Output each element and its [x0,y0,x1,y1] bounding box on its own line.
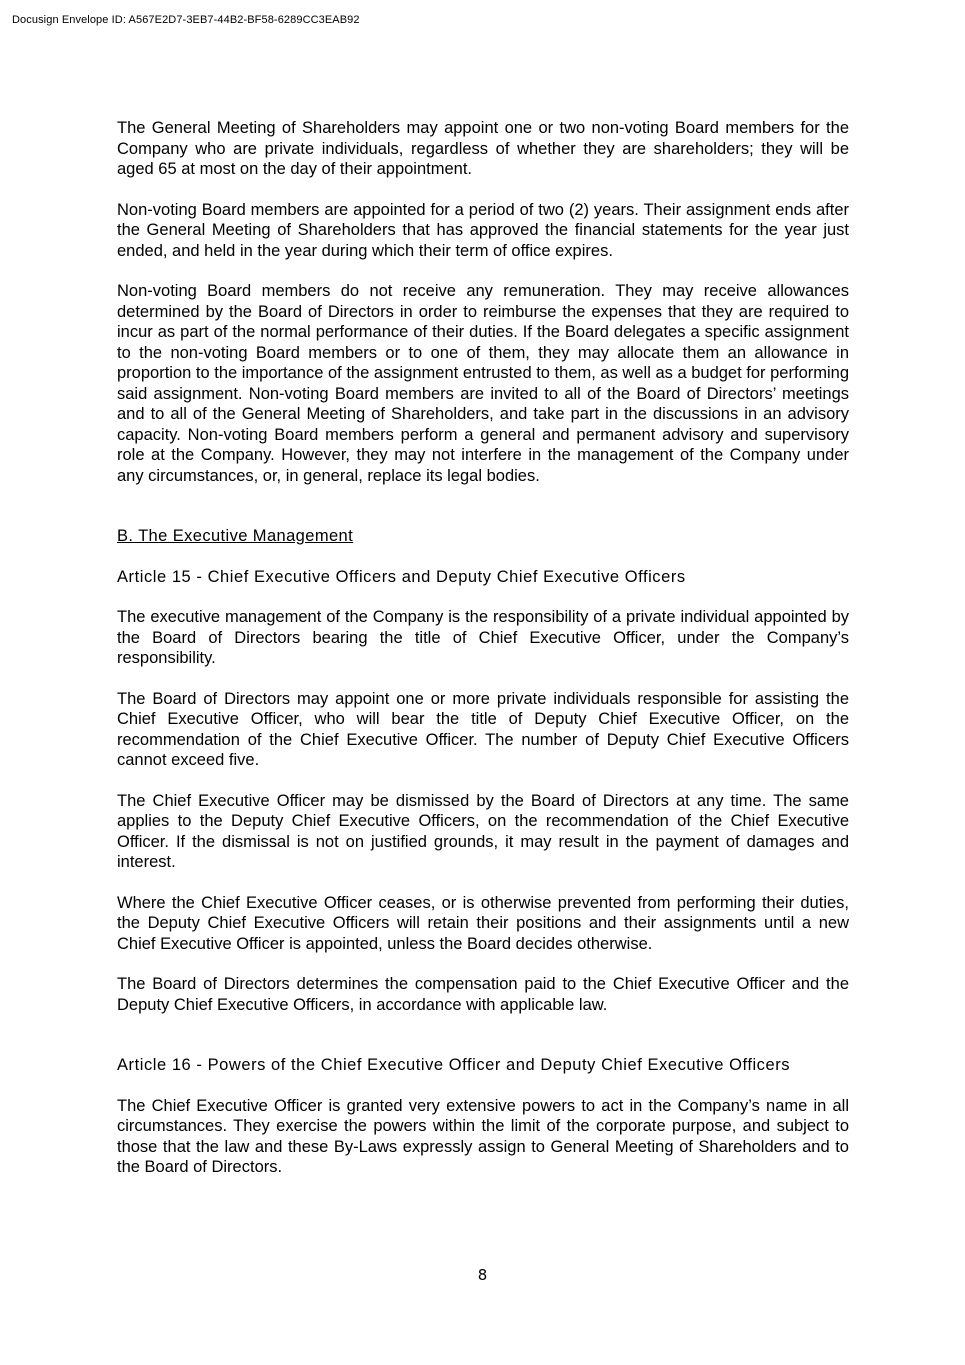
paragraph-non-voting-appointment: The General Meeting of Shareholders may appoint one or two non-voting Board members for the Company who are private individuals, regardless of whether they are shareholders; they will be aged 65 at most on the day of their appointment. [117,119,849,178]
paragraph-non-voting-remuneration: Non-voting Board members do not receive any remuneration. They may receive allowances determined by the Board of Directors in order to reimburse the expenses that they are required to incur as part of the normal performance of their duties. If the Board delegates a specific assignment to the non-voting Board members or to one of them, they may allocate them an allowance in proportion to the importance of the assignment entrusted to them, as well as a budget for performing said assignment. Non-voting Board members are invited to all of the Board of Directors’ meetings and to all of the General Meeting of Shareholders, and take part in the discussions in an advisory capacity. Non-voting Board members perform a general and permanent advisory and supervisory role at the Company. However, they may not interfere in the management of the Company under any circumstances, or, in general, replace its legal bodies. [117,282,849,485]
article-15-paragraph: Where the Chief Executive Officer ceases, or is otherwise prevented from performing their duties, the Deputy Chief Executive Officers will retain their positions and their assignments until a new Chief Executive Officer is appointed, unless the Board decides otherwise. [117,893,849,953]
article-15-paragraph: The executive management of the Company is the responsibility of a private individual appointed by the Board of Directors bearing the title of Chief Executive Officer, under the Company’s responsibility. [117,608,849,667]
document-body [117,118,849,1198]
paragraph-non-voting-term: Non-voting Board members are appointed for a period of two (2) years. Their assignment ends after the General Meeting of Shareholders that has approved the financial statements for the year just ended, and held in the year during which their term of office expires. [117,200,849,260]
page-number: 8 [477,1266,488,1284]
envelope-id: Docusign Envelope ID: A567E2D7-3EB7-44B2-BF58-6289CC3EAB92 [12,14,360,26]
article-15-paragraph: The Chief Executive Officer may be dismissed by the Board of Directors at any time. The same applies to the Deputy Chief Executive Officers, on the recommendation of the Chief Executive Officer. If the dismissal is not on justified grounds, it may result in the payment of damages and interest. [117,791,849,871]
article-16-heading: Article 16 - Powers of the Chief Executive Officer and Deputy Chief Executive Officers [117,1056,791,1074]
article-15-paragraph: The Board of Directors may appoint one or more private individuals responsible for assisting the Chief Executive Officer, who will bear the title of Deputy Chief Executive Officer, on the recommendation of the Chief Executive Officer. The number of Deputy Chief Executive Officers cannot exceed five. [117,689,849,769]
article-15-heading: Article 15 - Chief Executive Officers and Deputy Chief Executive Officers [117,567,686,586]
article-16-paragraph: The Chief Executive Officer is granted very extensive powers to act in the Company’s name in all circumstances. They exercise the powers within the limit of the corporate purpose, and subject to those that the law and these By-Laws expressly assign to General Meeting of Shareholders and to the Board of Directors. [117,1096,849,1176]
section-heading-executive-management: B. The Executive Management [117,527,354,545]
article-15-paragraph: The Board of Directors determines the compensation paid to the Chief Executive Officer and the Deputy Chief Executive Officers, in accordance with applicable law. [117,975,849,1014]
